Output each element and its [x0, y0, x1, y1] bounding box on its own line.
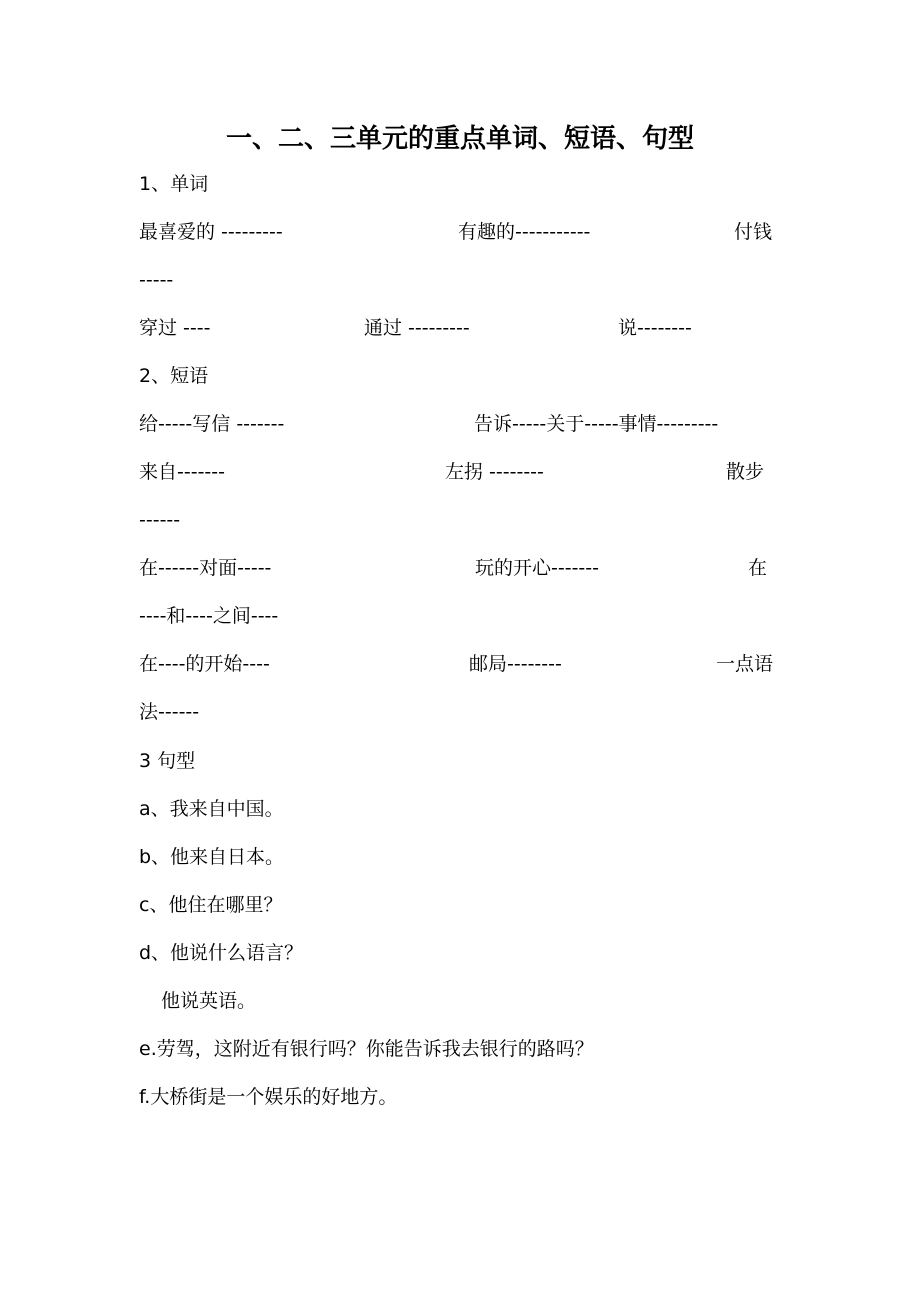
phrase-between-continued: ----和----之间----: [139, 605, 279, 627]
phrase-tell-about: 告诉-----关于-----事情---------: [474, 413, 719, 435]
sentences-heading: 3 句型: [139, 750, 196, 772]
word-favorite: 最喜爱的 ---------: [139, 221, 283, 243]
phrase-opposite: 在------对面-----: [139, 557, 272, 579]
phrases-heading: 2、短语: [139, 365, 209, 387]
phrase-post-office: 邮局--------: [469, 653, 562, 675]
phrase-walk: 散步: [726, 461, 765, 483]
word-across: 穿过 ----: [139, 317, 211, 339]
word-say: 说--------: [618, 317, 692, 339]
word-interesting: 有趣的-----------: [458, 221, 591, 243]
phrase-grammar-continued: 法------: [139, 701, 200, 723]
phrase-between: 在: [748, 557, 768, 579]
phrase-walk-continued: ------: [139, 509, 181, 531]
page-title: 一、二、三单元的重点单词、短语、句型: [225, 124, 694, 154]
phrase-have-fun: 玩的开心-------: [475, 557, 599, 579]
phrase-grammar: 一点语: [716, 653, 774, 675]
sentence-d: d、他说什么语言？: [139, 942, 304, 964]
sentence-f: f.大桥街是一个娱乐的好地方。: [139, 1086, 398, 1108]
word-pay: 付钱: [734, 221, 773, 243]
sentence-e: e.劳驾，这附近有银行吗？你能告诉我去银行的路吗？: [139, 1038, 594, 1060]
sentence-a: a、我来自中国。: [139, 798, 284, 820]
words-heading: 1、单词: [139, 173, 209, 195]
phrase-come-from: 来自-------: [139, 461, 225, 483]
phrase-turn-left: 左拐 --------: [445, 461, 544, 483]
phrase-write-to: 给-----写信 -------: [139, 413, 285, 435]
sentence-d-answer: 他说英语。: [161, 990, 257, 1012]
phrase-beginning: 在----的开始----: [139, 653, 270, 675]
word-pay-continued: -----: [139, 269, 174, 291]
word-through: 通过 ---------: [364, 317, 470, 339]
sentence-c: c、他住在哪里？: [139, 894, 283, 916]
sentence-b: b、他来自日本。: [139, 846, 285, 868]
